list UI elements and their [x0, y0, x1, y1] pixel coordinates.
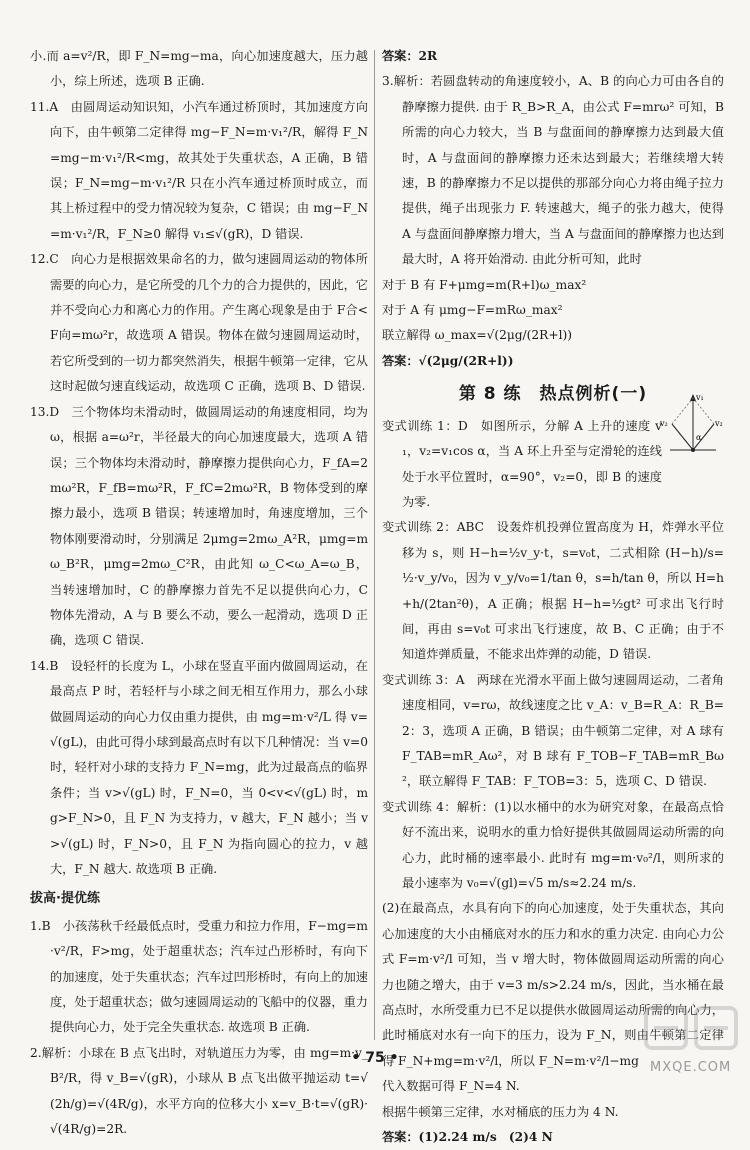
- left-paragraph: 小.而 a=v²/R，即 F_N=mg−ma，向心加速度越大，压力越小，综上所述，选项 B 正确.: [30, 49, 368, 89]
- variant-4-part2: (2)在最高点，水具有向下的向心加速度，处于失重状态，其向心加速度的大小由桶底对水的压力和水的重力决定. 由向心力公式 F=m·v²/l 可知，当 v 增大时，物体做圆周运动所需的向心力也随之增大，由于 v=3 m/s>2.24 m/s，因此，当水桶在最高点时，水所受重力已不足以提供水做圆周运动所需的向心力，此时桶底对水有一向下的压力，设为 F_N，则由牛顿第二定律得 F_N+mg=m·v²/l，所以 F_N=m·v²/l−mg: [382, 901, 724, 1068]
- answer-13: 13.D 三个物体均未滑动时，做圆周运动的角速度相同，均为 ω，根据 a=ω²r，半径最大的向心加速度最大，选项 A 错误；三个物体均未滑动时，静摩擦力提供向心力，F_fA=2mω²R，F_fB=mω²R，F_fC=2mω²R，B 物体受到的摩擦力最小，选项 B 错误；转速增加时，角速度增加，三个物体刚要滑动时，分别满足 2μmg=2mω_A²R，μmg=mω_B²R，μmg=2mω_C²R，由此知 ω_C<ω_A=ω_B，当转速增加时，C 的静摩擦力首先不足以提供向心力，C 物体先滑动，A 与 B 要么不动，要么一起滑动，选项 D 正确，选项 C 错误.: [30, 404, 368, 648]
- diagram-dashed-left: [672, 398, 693, 424]
- answer-3-final: 答案：√(2μg/(2R+l)): [382, 353, 514, 368]
- answer-12: 12.C 向心力是根据效果命名的力，做匀速圆周运动的物体所需要的向心力，是它所受的几个力的合力提供的，因此，它并不受向心力和离心力的作用。产生离心现象是由于 F合<F向=mω²r，故选项 A 错误。物体在做匀速圆周运动时，若它所受到的一切力都突然消失，根据牛顿第一定律，它从这时起做匀速直线运动，故选项 C 正确，选项 B、D 错误.: [30, 252, 368, 394]
- variant-4-answer: 答案：(1)2.24 m/s (2)4 N: [382, 1130, 553, 1145]
- label-v2-right: v₂: [715, 419, 723, 428]
- equation-a: 对于 A 有 μmg−F=mRω_max²: [382, 303, 563, 318]
- label-alpha: α: [696, 433, 702, 442]
- label-v1: v₁: [696, 393, 704, 402]
- label-v2-left: v₂: [660, 419, 668, 428]
- equation-result: 联立解得 ω_max=√(2μg/(2R+l)): [382, 328, 572, 343]
- page-number: • 75 •: [351, 1050, 399, 1066]
- answer-2: 2.解析：小球在 B 点飞出时，对轨道压力为零，由 mg=m·v_B²/R，得 v_B=√(gR)，小球从 B 点飞出做平抛运动 t=√(2h/g)=√(4R/g)，水平方向的位移大小 x=v_B·t=√(gR)·√(4R/g)=2R.: [30, 1045, 368, 1137]
- answer-11: 11.A 由圆周运动知识知，小汽车通过桥顶时，其加速度方向向下，由牛顿第二定律得 mg−F_N=m·v₁²/R，解得 F_N=mg−m·v₁²/R<mg，故其处于失重状态，A 正确，B 错误；F_N=mg−m·v₁²/R 只在小汽车通过桥顶时成立，而其上桥过程中的受力情况较为复杂，C 错误；由 mg−F_N=m·v₁²/R，F_N≥0 解得 v₁≤√(gR)，D 错误.: [30, 99, 368, 241]
- variant-4-third-law: 根据牛顿第三定律，水对桶底的压力为 4 N.: [382, 1104, 619, 1119]
- variant-4-data: 代入数据可得 F_N=4 N.: [382, 1079, 520, 1094]
- right-column: [382, 44, 724, 1150]
- diagram-point: [691, 448, 695, 452]
- variant-3: 变式训练 3：A 两球在光滑水平面上做匀速圆周运动，二者角速度相同，v=rω，故线速度之比 v_A：v_B=R_A：R_B=2：3，选项 A 正确，B 错误；由牛顿第二定律，对 A 球有 F_TAB=mR_Aω²，对 B 球有 F_TOB−F_TAB=mR_Bω²，联立解得 F_TAB：F_TOB=3：5，选项 C、D 错误.: [382, 672, 724, 789]
- diagram-left-arrow: [672, 424, 693, 450]
- watermark-text: MXQE.COM: [650, 1060, 732, 1075]
- answer-14: 14.B 设轻杆的长度为 L，小球在竖直平面内做圆周运动，在最高点 P 时，若轻杆与小球之间无相互作用力，那么小球做圆周运动的向心力仅由重力提供，由 mg=m·v²/L 得 v=√(gL)，由此可得小球到最高点时有以下几种情况：当 v=0 时，轻杆对小球的支持力 F_N=mg，此为过最高点的临界条件；当 v>√(gL) 时，F_N=0，当 0<v<√(gL) 时，mg>F_N>0，且 F_N 为支持力，v 越大，F_N 越小；当 v>√(gL) 时，F_N>0，且 F_N 为指向圆心的拉力，v 越大，F_N 越大. 故选项 B 正确.: [30, 658, 368, 876]
- answer-2r: 答案：2R: [382, 49, 438, 63]
- velocity-diagram: [660, 390, 726, 458]
- variant-2: 变式训练 2：ABC 设轰炸机投弹位置高度为 H，炸弹水平位移为 s，则 H−h=½v_y·t，s=v₀t，二式相除 (H−h)/s=½·v_y/v₀，因为 v_y/v₀=1/tan θ，s=h/tan θ，所以 H=h+h/(2tan²θ)，A 正确；根据 H−h=½gt² 可求出飞行时间，再由 s=v₀t 可求出飞行速度，故 B、C 正确；由于不知道炸弹质量，不能求出炸弹的动能，D 错误.: [382, 520, 724, 662]
- column-divider: [374, 50, 375, 1040]
- section-title: 拔高·提优练: [30, 891, 100, 907]
- variant-4: 变式训练 4：解析：(1)以水桶中的水为研究对象，在最高点恰好不流出来，说明水的重力恰好提供其做圆周运动所需的向心力，此时桶的速率最小. 此时有 mg=m·v₀²/l，则所求的最小速率为 v₀=√(gl)=√5 m/s≈2.24 m/s.: [382, 799, 724, 890]
- answer-1: 1.B 小孩荡秋千经最低点时，受重力和拉力作用，F−mg=m·v²/R，F>mg，处于超重状态；汽车过凸形桥时，有向下的加速度，处于失重状态；汽车过凹形桥时，有向上的加速度，处于超重状态；做匀速圆周运动的飞船中的仪器，重力提供向心力，处于完全失重状态. 故选项 B 正确.: [30, 918, 368, 1035]
- left-column: [30, 44, 368, 1142]
- chapter-title: 第 8 练 热点例析(一): [458, 384, 648, 405]
- variant-1: 变式训练 1：D 如图所示，分解 A 上升的速度 v₁，v₂=v₁cos α，当 A 环上升至与定滑轮的连线处于水平位置时，α=90°，v₂=0，即 B 的速度为零.: [382, 418, 662, 509]
- answer-3: 3.解析：若圆盘转动的角速度较小，A、B 的向心力可由各自的静摩擦力提供. 由于 R_B>R_A，由公式 F=mrω² 可知，B 所需的向心力较大，当 B 与盘面间的静摩擦力达到最大值时，A 与盘面间的静摩擦力还未达到最大；若继续增大转速，B 的静摩擦力不足以提供的那部分向心力将由绳子拉力提供，绳子出现张力 F. 转速越大，绳子的张力越大，使得 A 与盘面间静摩擦力增大，当 A 与盘面间的静摩擦力也达到最大时，A 将开始滑动. 由此分析可知，此时: [382, 74, 724, 267]
- equation-b: 对于 B 有 F+μmg=m(R+l)ω_max²: [382, 277, 587, 292]
